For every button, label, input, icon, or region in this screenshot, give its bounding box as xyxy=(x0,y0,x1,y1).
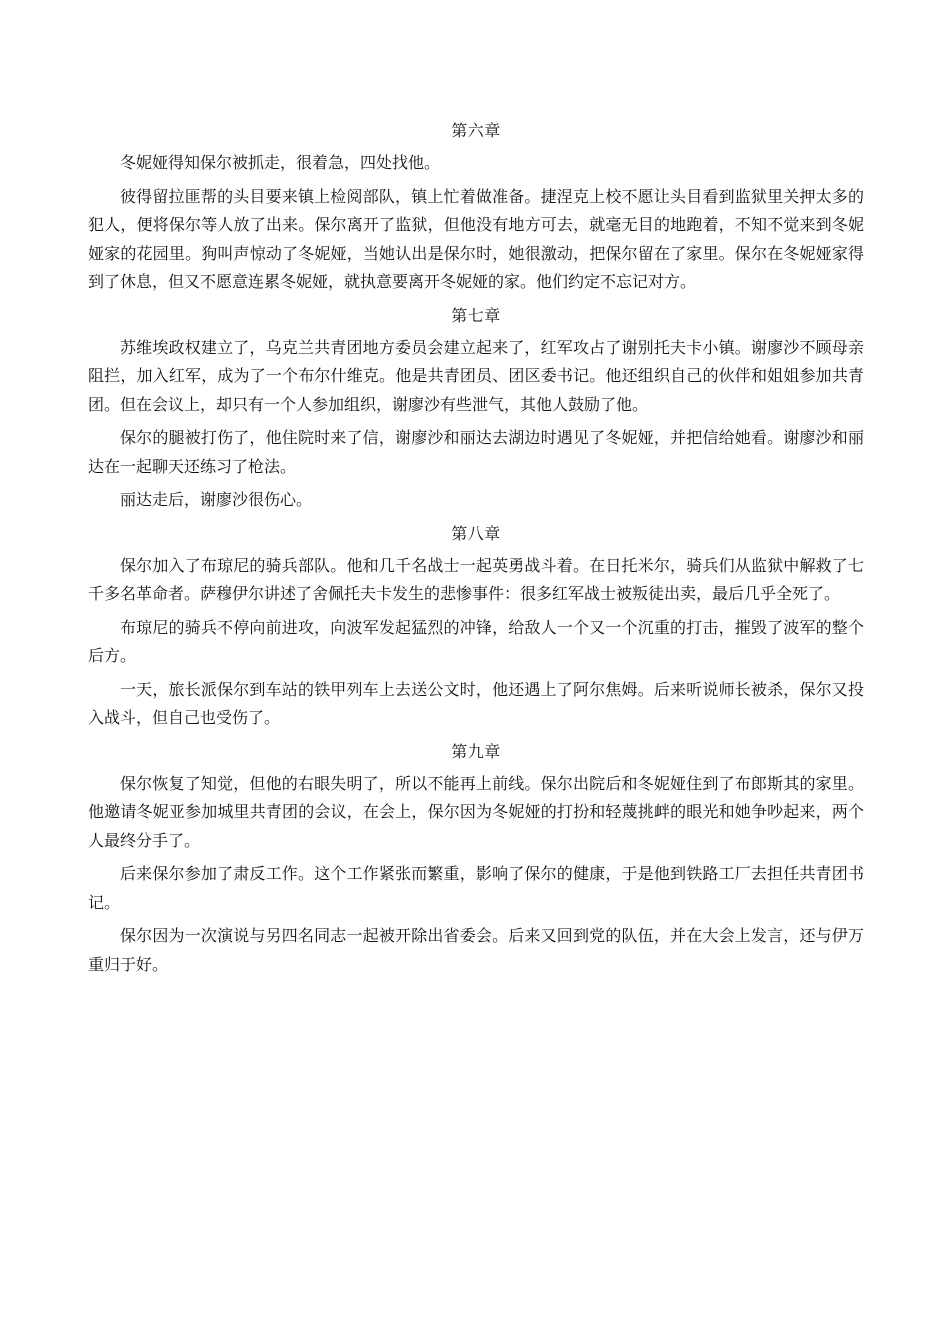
paragraph: 布琼尼的骑兵不停向前进攻，向波军发起猛烈的冲锋，给敌人一个又一个沉重的打击，摧毁了波军的整个后方。 xyxy=(88,617,864,665)
chapter-9 xyxy=(88,738,864,980)
chapter-7 xyxy=(88,302,864,515)
chapter-title: 第九章 xyxy=(451,741,501,761)
paragraph: 冬妮娅得知保尔被抓走，很着急，四处找他。 xyxy=(120,153,441,172)
paragraph: 保尔因为一次演说与另四名同志一起被开除出省委会。后来又回到党的队伍，并在大会上发言，还与伊万重归于好。 xyxy=(88,926,864,974)
paragraph: 后来保尔参加了肃反工作。这个工作紧张而繁重，影响了保尔的健康，于是他到铁路工厂去担任共青团书记。 xyxy=(88,864,864,912)
chapter-title: 第七章 xyxy=(451,305,501,325)
document-body xyxy=(88,117,864,984)
paragraph: 保尔加入了布琼尼的骑兵部队。他和几千名战士一起英勇战斗着。在日托米尔，骑兵们从监狱中解救了七千多名革命者。萨穆伊尔讲述了舍佩托夫卡发生的悲惨事件：很多红军战士被叛徒出卖，最后几乎全死了。 xyxy=(88,555,864,603)
chapter-title: 第八章 xyxy=(451,523,501,543)
paragraph: 保尔恢复了知觉，但他的右眼失明了，所以不能再上前线。保尔出院后和冬妮娅住到了布郎斯其的家里。他邀请冬妮亚参加城里共青团的会议，在会上，保尔因为冬妮娅的打扮和轻蔑挑衅的眼光和她争吵起来，两个人最终分手了。 xyxy=(88,773,864,850)
chapter-title: 第六章 xyxy=(451,121,501,140)
paragraph: 彼得留拉匪帮的头目要来镇上检阅部队，镇上忙着做准备。捷涅克上校不愿让头目看到监狱里关押太多的犯人，便将保尔等人放了出来。保尔离开了监狱，但他没有地方可去，就毫无目的地跑着，不知不觉来到冬妮娅家的花园里。狗叫声惊动了冬妮娅，当她认出是保尔时，她很激动，把保尔留在了家里。保尔在冬妮娅家得到了休息，但又不愿意连累冬妮娅，就执意要离开冬妮娅的家。他们约定不忘记对方。 xyxy=(88,186,864,291)
paragraph: 丽达走后，谢廖沙很伤心。 xyxy=(120,490,313,509)
paragraph: 一天，旅长派保尔到车站的铁甲列车上去送公文时，他还遇上了阿尔焦姆。后来听说师长被杀，保尔又投入战斗，但自己也受伤了。 xyxy=(88,679,864,727)
paragraph: 苏维埃政权建立了，乌克兰共青团地方委员会建立起来了，红军攻占了谢别托夫卡小镇。谢廖沙不顾母亲阻拦，加入红军，成为了一个布尔什维克。他是共青团员、团区委书记。他还组织自己的伙伴和姐姐参加共青团。但在会议上，却只有一个人参加组织，谢廖沙有些泄气，其他人鼓励了他。 xyxy=(88,337,864,414)
chapter-6 xyxy=(88,117,864,297)
paragraph: 保尔的腿被打伤了，他住院时来了信，谢廖沙和丽达去湖边时遇见了冬妮娅，并把信给她看。谢廖沙和丽达在一起聊天还练习了枪法。 xyxy=(88,428,864,476)
chapter-8 xyxy=(88,520,864,733)
